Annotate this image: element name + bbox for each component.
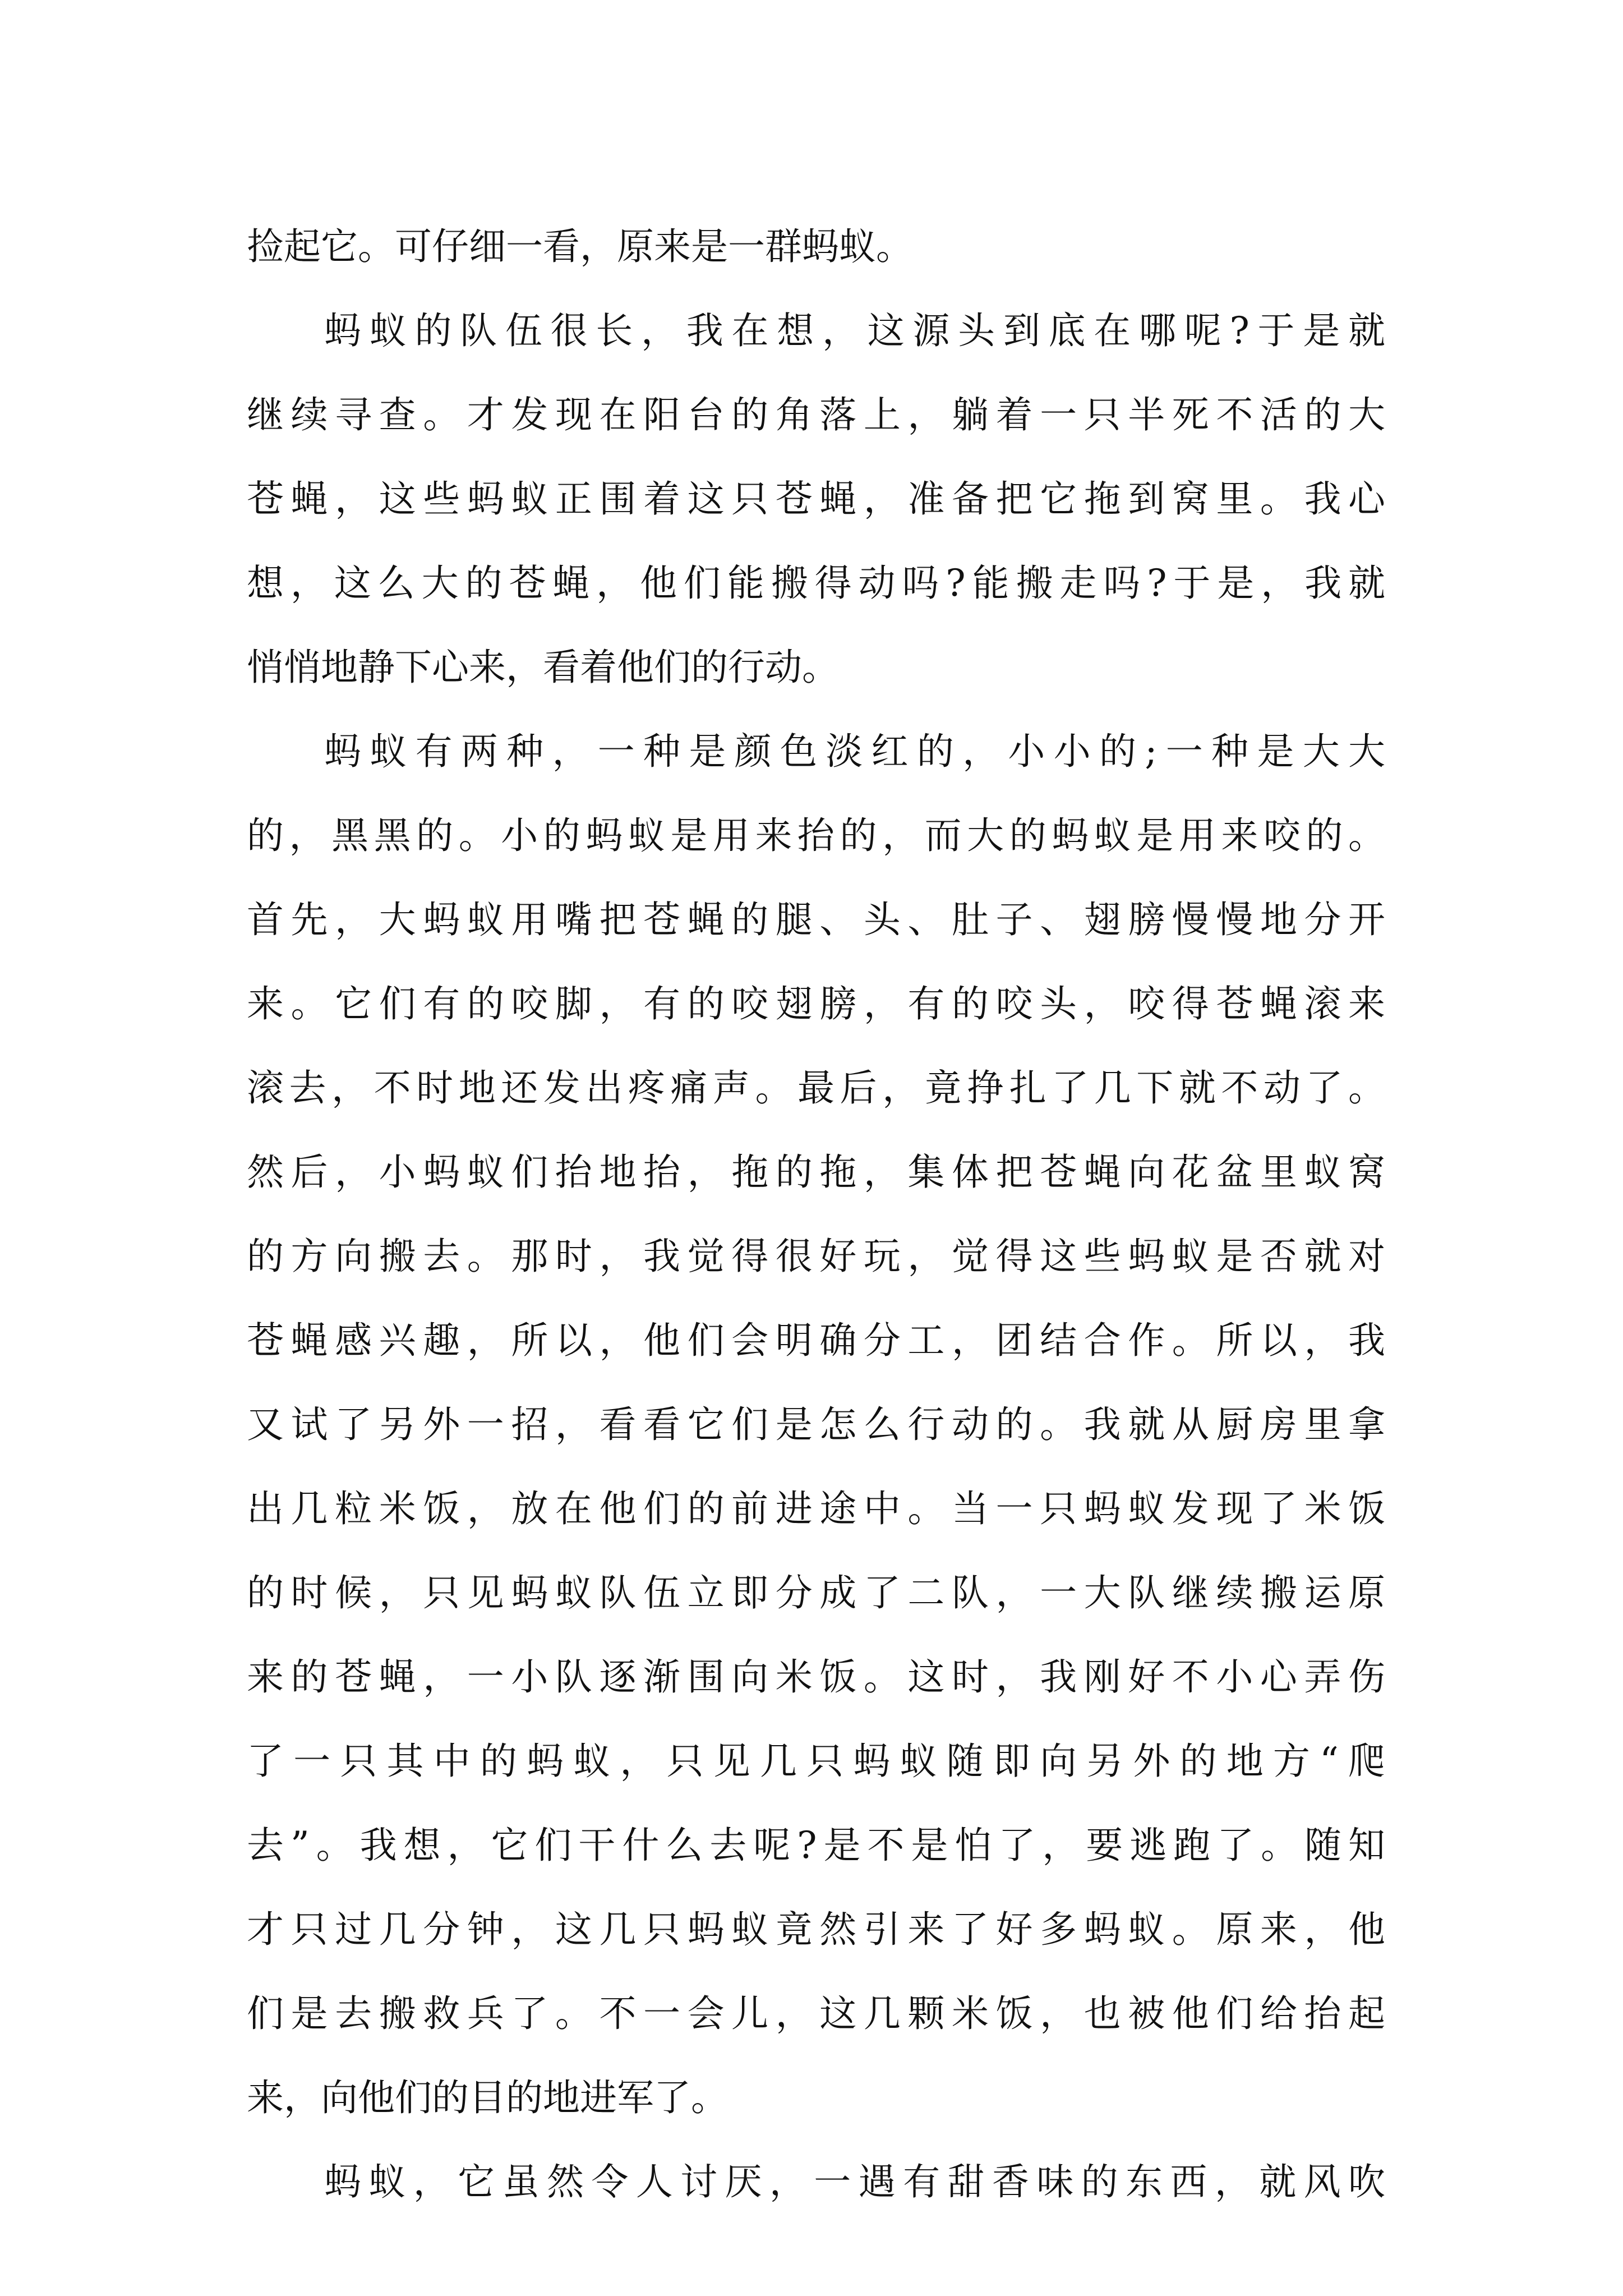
text-line: 们是去搬救兵了。不一会儿，这几颗米饭，也被他们给抬起 <box>247 1992 1385 2035</box>
text-line: 滚去，不时地还发出疼痛声。最后，竟挣扎了几下就不动了。 <box>247 1066 1385 1110</box>
text-line: 悄悄地静下心来，看着他们的行动。 <box>247 646 839 689</box>
text-line: 的方向搬去。那时，我觉得很好玩，觉得这些蚂蚁是否就对 <box>247 1235 1385 1278</box>
text-line: 了一只其中的蚂蚁，只见几只蚂蚁随即向另外的地方“爬 <box>247 1740 1385 1783</box>
text-line: 来。它们有的咬脚，有的咬翅膀，有的咬头，咬得苍蝇滚来 <box>247 982 1385 1025</box>
text-line: 去”。我想，它们干什么去呢?是不是怕了，要逃跑了。随知 <box>247 1824 1385 1867</box>
text-line: 出几粒米饭，放在他们的前进途中。当一只蚂蚁发现了米饭 <box>247 1487 1385 1530</box>
paragraph-first-line: 蚂蚁的队伍很长，我在想，这源头到底在哪呢?于是就 <box>324 309 1385 352</box>
text-line: 首先，大蚂蚁用嘴把苍蝇的腿、头、肚子、翅膀慢慢地分开 <box>247 898 1385 941</box>
text-line: 想，这么大的苍蝇，他们能搬得动吗?能搬走吗?于是，我就 <box>247 562 1385 605</box>
text-line: 苍蝇，这些蚂蚁正围着这只苍蝇，准备把它拖到窝里。我心 <box>247 477 1385 521</box>
paragraph-first-line: 蚂蚁，它虽然令人讨厌，一遇有甜香味的东西，就风吹 <box>324 2160 1385 2203</box>
text-line: 捡起它。可仔细一看，原来是一群蚂蚁。 <box>247 225 913 268</box>
text-line: 的，黑黑的。小的蚂蚁是用来抬的，而大的蚂蚁是用来咬的。 <box>247 814 1385 857</box>
text-line: 才只过几分钟，这几只蚂蚁竟然引来了好多蚂蚁。原来，他 <box>247 1908 1385 1951</box>
text-line: 的时候，只见蚂蚁队伍立即分成了二队，一大队继续搬运原 <box>247 1571 1385 1614</box>
text-line: 然后，小蚂蚁们抬地抬，拖的拖，集体把苍蝇向花盆里蚁窝 <box>247 1151 1385 1194</box>
text-line: 来，向他们的目的地进军了。 <box>247 2076 728 2119</box>
text-line: 苍蝇感兴趣，所以，他们会明确分工，团结合作。所以，我 <box>247 1319 1385 1362</box>
text-line: 又试了另外一招，看看它们是怎么行动的。我就从厨房里拿 <box>247 1403 1385 1446</box>
text-line: 继续寻查。才发现在阳台的角落上，躺着一只半死不活的大 <box>247 393 1385 436</box>
paragraph-first-line: 蚂蚁有两种，一种是颜色淡红的，小小的;一种是大大 <box>324 730 1385 773</box>
text-line: 来的苍蝇，一小队逐渐围向米饭。这时，我刚好不小心弄伤 <box>247 1655 1385 1699</box>
